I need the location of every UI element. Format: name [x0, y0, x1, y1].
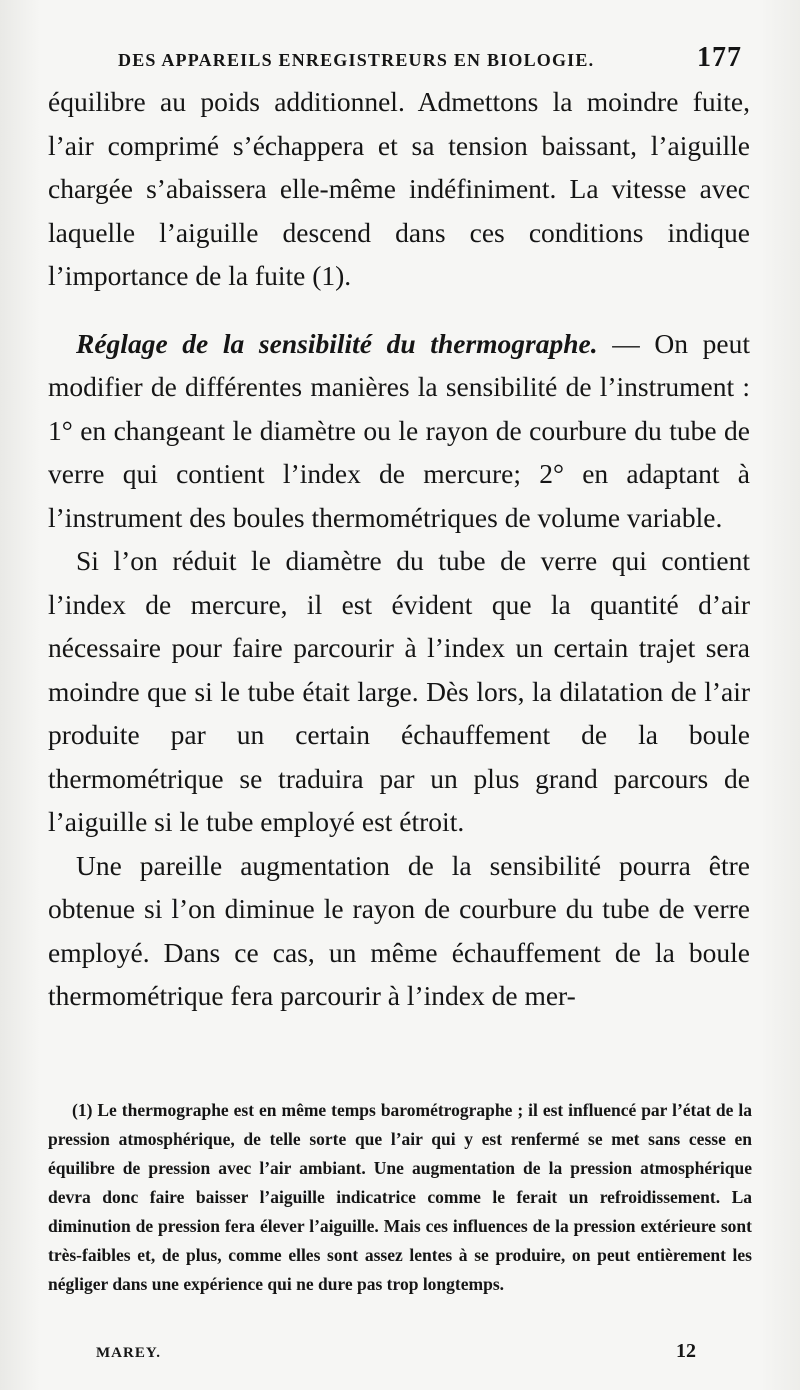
section-rubric: Réglage de la sensibilité du thermographe.	[76, 327, 598, 359]
page-footer	[96, 1340, 696, 1363]
footnote-text: (1) Le thermographe est en même temps barométrographe ; il est influencé par l’état de la pression atmosphérique, de telle sorte que l’air qui y est renfermé se met sans cesse en équilibre de pression avec l’air ambiant. Une augmentation de la pression atmosphérique devra donc faire baisser l’aiguille indicatrice comme le ferait un refroidissement. La diminution de pression fera élever l’aiguille. Mais ces influences de la pression extérieure sont très-faibles et, de plus, comme elles sont assez lentes à se produire, on peut entièrement les négliger dans une expérience qui ne dure pas trop longtemps.	[48, 1100, 752, 1294]
sheet-number: 12	[676, 1340, 696, 1362]
body-text	[48, 80, 750, 1018]
page-number: 177	[697, 42, 742, 73]
running-head	[118, 42, 742, 74]
paragraph-gap	[48, 298, 750, 322]
paragraph-2	[48, 322, 750, 540]
paragraph-3: Si l’on réduit le diamètre du tube de verre qui contient l’index de mercure, il est évident que la quantité d’air nécessaire pour faire parcourir à l’index un certain trajet sera moindre que si le tube était large. Dès lors, la dilatation de l’air produite par un certain échauffement de la boule thermométrique se traduira par un plus grand parcours de l’aiguille si le tube employé est étroit.	[48, 545, 750, 837]
signature-mark: MAREY.	[96, 1345, 162, 1361]
running-title: DES APPAREILS ENREGISTREURS EN BIOLOGIE.	[118, 50, 595, 70]
paragraph-1: équilibre au poids additionnel. Admettons la moindre fuite, l’air comprimé s’échappera et sa tension baissant, l’aiguille chargée s’abaissera elle-même indéfiniment. La vitesse avec laquelle l’aiguille descend dans ces conditions indique l’importance de la fuite (1).	[48, 86, 750, 291]
paragraph-4: Une pareille augmentation de la sensibilité pourra être obtenue si l’on diminue le rayon de courbure du tube de verre employé. Dans ce cas, un même échauffement de la boule thermométrique fera parcourir à l’index de mer-	[48, 849, 750, 1011]
paragraph-2-text: — On peut modifier de différentes manières la sensibilité de l’instrument : 1° en changeant le diamètre ou le rayon de courbure du tube de verre qui contient l’index de mercure; 2° en adaptant à l’instrument des boules thermométriques de volume variable.	[48, 327, 750, 533]
footnote	[48, 1096, 752, 1299]
